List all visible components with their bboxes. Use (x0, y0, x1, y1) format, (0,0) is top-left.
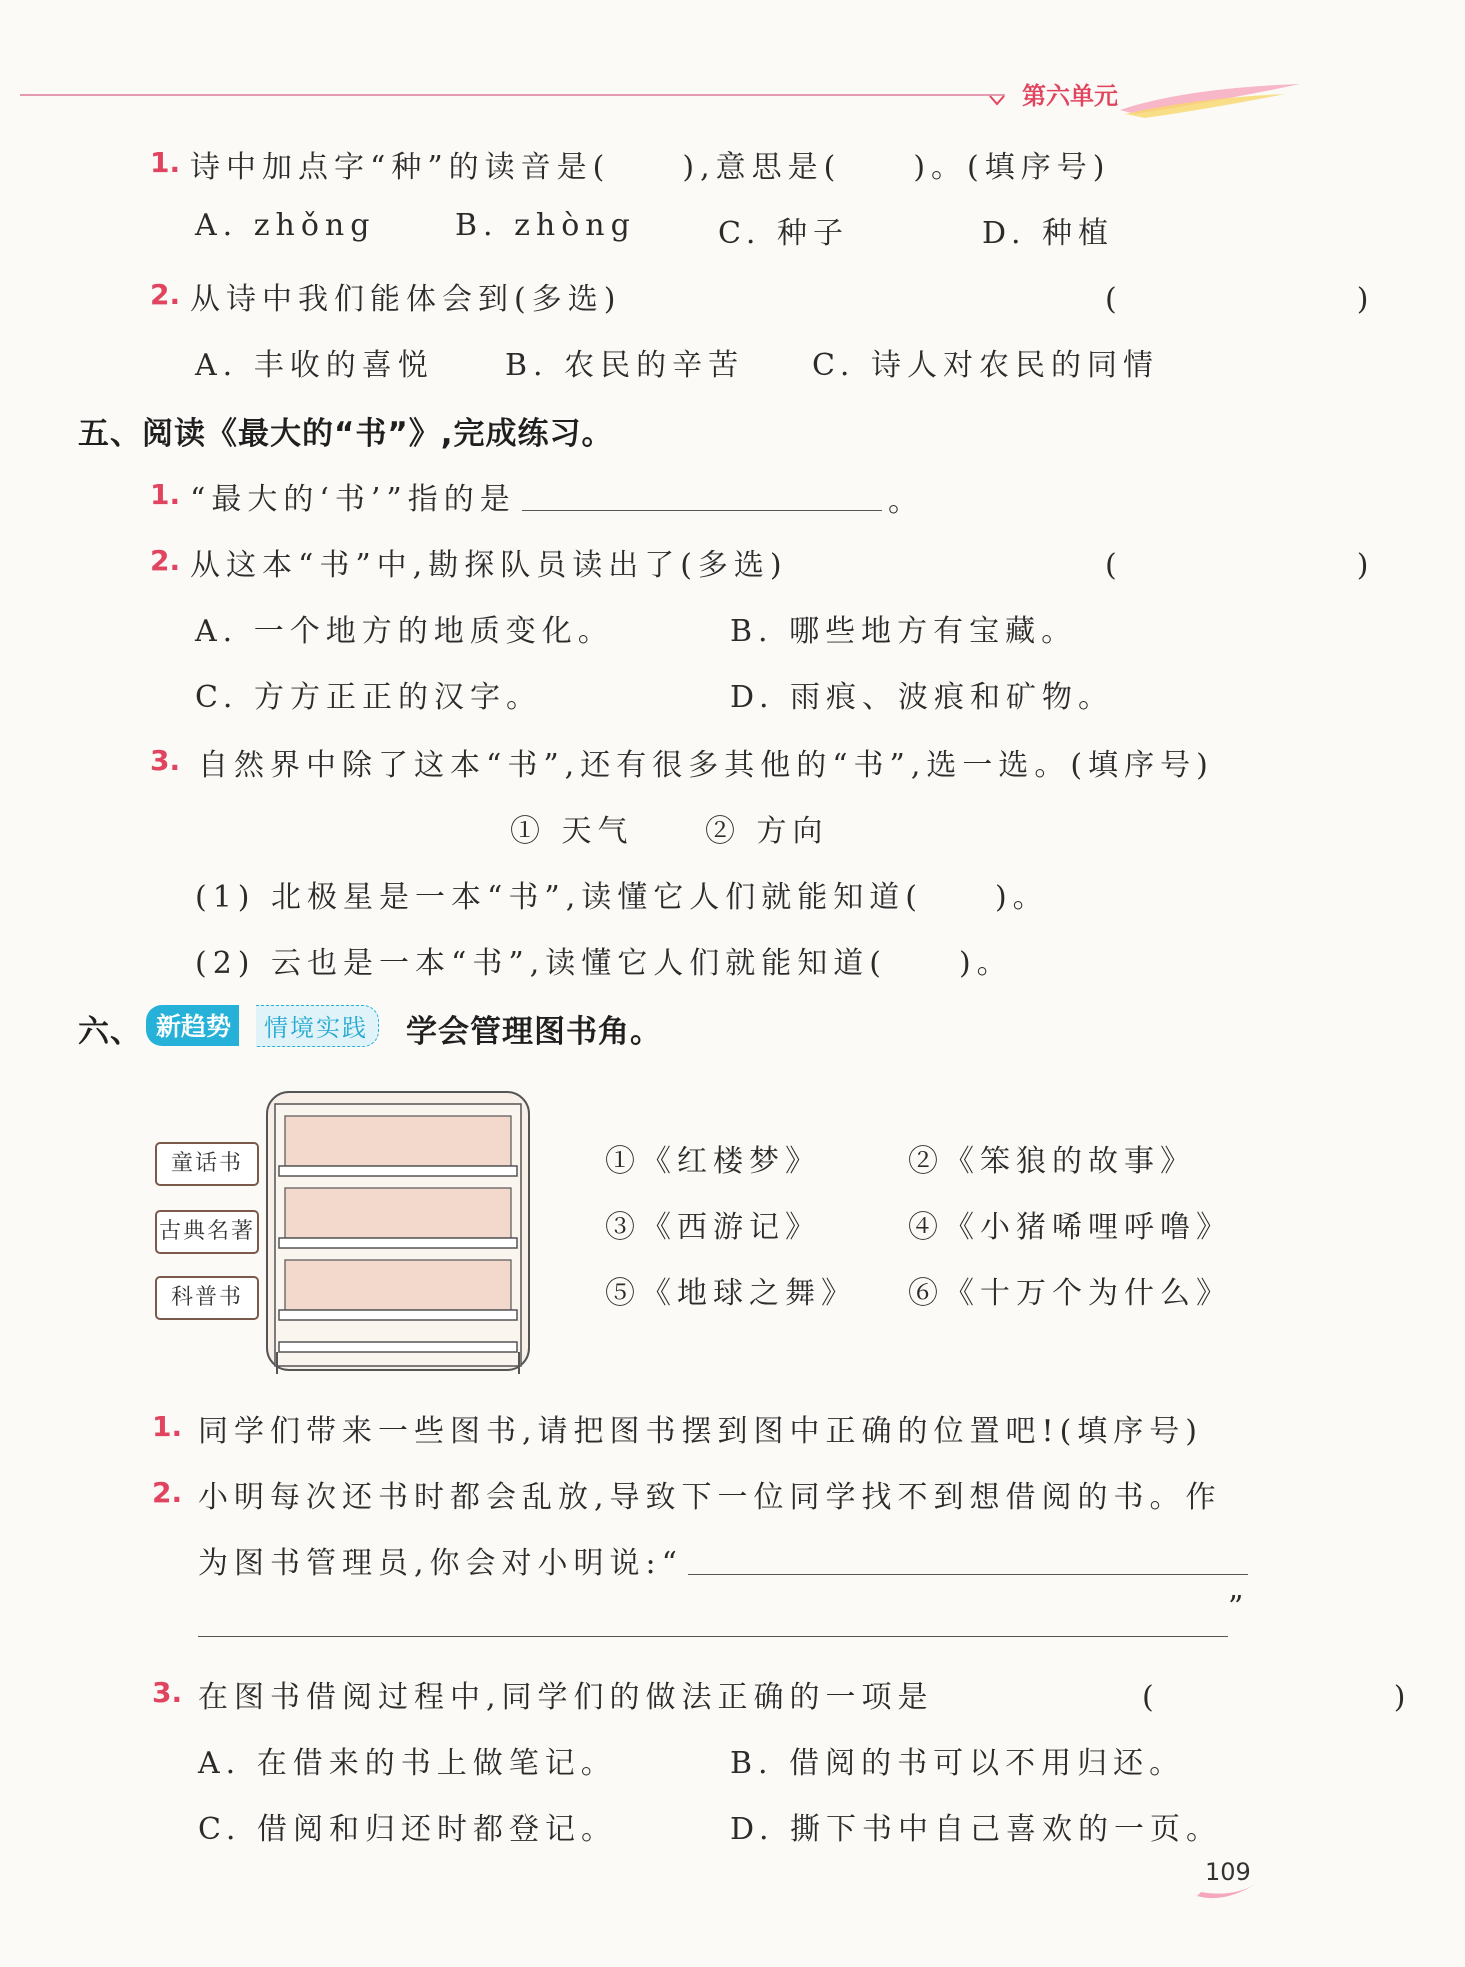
question-text: 从这本“书”中,勘探队员读出了(多选) (190, 548, 788, 583)
option-c: C. 种子 (718, 216, 849, 251)
option-d: D. 雨痕、波痕和矿物。 (730, 680, 1115, 715)
option-a: A. zhǒng (195, 208, 376, 243)
question-number: 3. (150, 744, 181, 777)
question-text-line2: 为图书管理员,你会对小明说:“ (198, 1546, 683, 1581)
header-rule (20, 94, 1005, 96)
option-c: C. 诗人对农民的同情 (812, 348, 1159, 383)
option-b: B. 哪些地方有宝藏。 (730, 614, 1078, 649)
answer-parentheses[interactable]: ( ) (1105, 548, 1429, 583)
option-a: A. 一个地方的地质变化。 (195, 614, 614, 649)
question-text: “最大的‘书’”指的是 (190, 482, 516, 517)
answer-line[interactable] (522, 510, 882, 511)
choice-1: ① 天气 (510, 814, 634, 849)
question-number: 3. (152, 1676, 183, 1709)
book-1: ①《红楼梦》 (605, 1144, 821, 1179)
badge-new-trend: 新趋势 (146, 1005, 239, 1046)
shelf-label-classics: 古典名著 (155, 1210, 259, 1254)
question-text: 同学们带来一些图书,请把图书摆到图中正确的位置吧!(填序号) (198, 1414, 1203, 1449)
question-text: 诗中加点字“种”的读音是( ),意思是( )。(填序号) (190, 150, 1111, 185)
answer-line[interactable] (688, 1574, 1248, 1575)
choice-2: ② 方向 (705, 814, 829, 849)
shelf-label-science: 科普书 (155, 1276, 259, 1320)
sub-question-1: (1) 北极星是一本“书”,读懂它人们就能知道( )。 (195, 880, 1049, 915)
answer-parentheses[interactable]: ( ) (1142, 1680, 1465, 1715)
question-end: 。 (888, 484, 924, 519)
closing-quote: ” (1228, 1590, 1250, 1625)
unit-title: 第六单元 (1022, 82, 1118, 110)
book-6: ⑥《十万个为什么》 (908, 1276, 1232, 1311)
option-d: D. 种植 (982, 216, 1115, 251)
section-title: 五、阅读《最大的“书”》,完成练习。 (78, 416, 614, 452)
answer-parentheses[interactable]: ( ) (1105, 282, 1429, 317)
option-a: A. 丰收的喜悦 (195, 348, 434, 383)
badge-practice: 情境实践 (256, 1005, 379, 1047)
book-3: ③《西游记》 (605, 1210, 821, 1245)
question-number: 1. (150, 478, 181, 511)
book-5: ⑤《地球之舞》 (605, 1276, 857, 1311)
shelf-label-fairy-tales: 童话书 (155, 1142, 259, 1186)
question-text: 自然界中除了这本“书”,还有很多其他的“书”,选一选。(填序号) (198, 748, 1214, 783)
option-d: D. 撕下书中自己喜欢的一页。 (730, 1812, 1223, 1847)
option-b: B. zhòng (455, 208, 636, 243)
section-title: 学会管理图书角。 (406, 1014, 662, 1050)
question-text: 从诗中我们能体会到(多选) (190, 282, 622, 317)
question-text: 在图书借阅过程中,同学们的做法正确的一项是 (198, 1680, 934, 1715)
option-b: B. 农民的辛苦 (505, 348, 745, 383)
book-2: ②《笨狼的故事》 (908, 1144, 1196, 1179)
sub-question-2: (2) 云也是一本“书”,读懂它人们就能知道( )。 (195, 946, 1013, 981)
answer-line[interactable] (198, 1636, 1228, 1637)
question-number: 1. (150, 146, 181, 179)
page-number: 109 (1205, 1858, 1251, 1886)
section-number: 六、 (78, 1014, 142, 1050)
question-number: 1. (152, 1410, 183, 1443)
bookshelf-illustration (255, 1090, 545, 1380)
question-number: 2. (150, 278, 181, 311)
option-c: C. 方方正正的汉字。 (195, 680, 542, 715)
question-text-line1: 小明每次还书时都会乱放,导致下一位同学找不到想借阅的书。作 (198, 1480, 1222, 1515)
question-number: 2. (150, 544, 181, 577)
question-number: 2. (152, 1476, 183, 1509)
option-c: C. 借阅和归还时都登记。 (198, 1812, 617, 1847)
book-4: ④《小猪唏哩呼噜》 (908, 1210, 1232, 1245)
option-b: B. 借阅的书可以不用归还。 (730, 1746, 1186, 1781)
option-a: A. 在借来的书上做笔记。 (198, 1746, 617, 1781)
